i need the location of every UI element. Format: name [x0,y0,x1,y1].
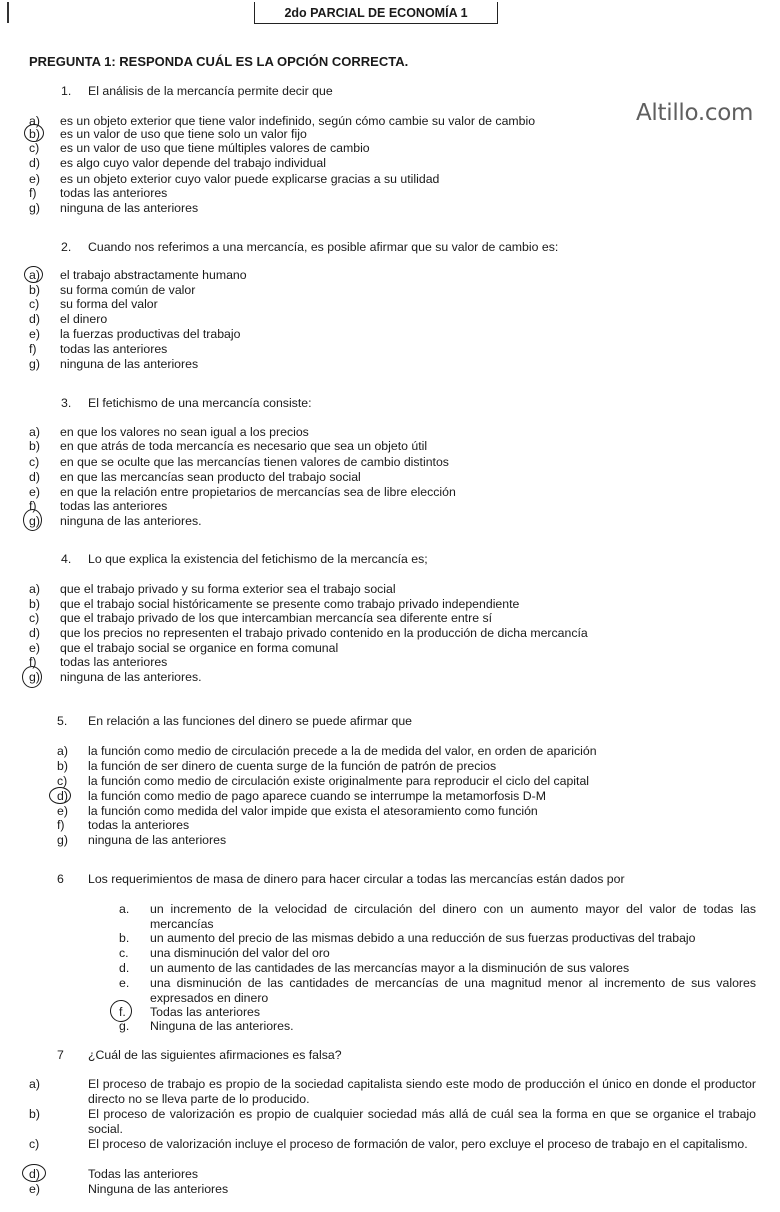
option-text: en que atrás de toda mercancía es necesario que sea un objeto útil [60,439,428,453]
option-letter: f) [29,186,37,200]
option-text: ninguna de las anteriores [60,357,199,371]
option-text: ninguna de las anteriores [88,833,227,847]
option-text: en que los valores no sean igual a los precios [60,425,309,439]
option-letter: e) [29,327,40,341]
option-text: todas las anteriores [60,655,168,669]
option-text: una disminución de las cantidades de mercancías de una magnitud menor al incremento de sus valores expresados en dinero [150,976,756,1005]
option-text: es algo cuyo valor depende del trabajo individual [60,156,326,170]
option-letter: e) [29,172,40,186]
option-letter: e) [29,641,40,655]
option-text: que los precios no representen el trabajo privado contenido en la producción de dicha mercancía [60,626,588,640]
option-letter: g) [29,670,40,684]
option-text: que el trabajo social históricamente se presente como trabajo privado independiente [60,597,520,611]
option-text: que el trabajo privado de los que intercambian mercancía sea diferente entre sí [60,611,493,625]
option-letter: b) [29,597,40,611]
option-text: en que las mercancías sean producto del trabajo social [60,470,361,484]
option-text: la función de ser dinero de cuenta surge de la función de patrón de precios [88,759,497,773]
option-letter: a) [29,425,40,439]
option-text: El proceso de trabajo es propio de la sociedad capitalista siendo este modo de producción el único en donde el productor directo no se lleva parte de lo producido. [88,1077,756,1106]
option-letter: c. [119,946,129,960]
option-letter: d) [29,626,40,640]
option-letter: a) [29,114,40,128]
option-letter: c) [29,611,40,625]
question-2-text: Cuando nos referimos a una mercancía, es posible afirmar que su valor de cambio es: [88,240,559,254]
exam-title: 2do PARCIAL DE ECONOMÍA 1 [284,6,468,20]
question-3-number: 3. [61,396,72,410]
option-letter: d) [29,312,40,326]
option-letter: c) [29,297,40,311]
option-letter: e. [119,976,130,990]
option-text: la función como medio de circulación existe originalmente para reproducir el ciclo del capital [88,774,590,788]
option-text: el trabajo abstractamente humano [60,268,247,282]
option-letter: d. [119,961,130,975]
option-letter: c) [57,774,68,788]
option-text: Ninguna de las anteriores. [150,1019,294,1033]
question-5-text: En relación a las funciones del dinero se puede afirmar que [88,714,413,728]
option-letter: b) [29,283,40,297]
option-letter: e) [29,1182,40,1196]
option-text: un aumento de las cantidades de las mercancías mayor a la disminución de sus valores [150,961,630,975]
option-letter: a) [57,744,68,758]
question-6-text: Los requerimientos de masa de dinero para hacer circular a todas las mercancías están dados por [88,872,625,886]
option-letter: f. [119,1005,126,1019]
question-1-number: 1. [61,84,72,98]
option-text: en que se oculte que las mercancías tienen valores de cambio distintos [60,455,449,469]
option-text: ninguna de las anteriores. [60,514,202,528]
option-text: es un objeto exterior que tiene valor indefinido, según cómo cambie su valor de cambio [60,114,536,128]
option-text: ninguna de las anteriores. [60,670,202,684]
option-text: que el trabajo privado y su forma exterior sea el trabajo social [60,582,396,596]
option-letter: c) [29,141,40,155]
option-letter: e) [57,804,68,818]
option-letter: c) [29,1137,40,1151]
option-text: su forma del valor [60,297,158,311]
option-text: Todas las anteriores [150,1005,261,1019]
option-letter: a. [119,902,130,916]
option-letter: a) [29,582,40,596]
option-letter: c) [29,455,40,469]
question-3-text: El fetichismo de una mercancía consiste: [88,396,312,410]
section-title: PREGUNTA 1: RESPONDA CUÁL ES LA OPCIÓN CORRECTA. [29,54,409,69]
question-5-number: 5. [57,714,68,728]
watermark-logo: Altillo.com [636,100,754,126]
option-text: un incremento de la velocidad de circulación del dinero con un aumento mayor del valor de todas las mercancías [150,902,756,931]
option-text: es un valor de uso que tiene solo un valor fijo [60,127,307,141]
question-7-number: 7 [57,1048,64,1062]
option-letter: a) [29,1077,40,1091]
question-2-number: 2. [61,240,72,254]
option-text: la función como medida del valor impide que exista el atesoramiento como función [88,804,538,818]
option-text: todas la anteriores [88,818,190,832]
option-letter: b) [29,439,40,453]
option-letter: f) [29,655,37,669]
option-text: es un valor de uso que tiene múltiples valores de cambio [60,141,370,155]
option-letter: g) [57,833,68,847]
option-letter: d) [29,1167,40,1181]
option-text: es un objeto exterior cuyo valor puede explicarse gracias a su utilidad [60,172,440,186]
question-1-text: El análisis de la mercancía permite decir que [88,84,333,98]
option-text: todas las anteriores [60,186,168,200]
option-text: Todas las anteriores [88,1167,199,1181]
option-letter: d) [29,470,40,484]
option-text: un aumento del precio de las mismas debido a una reducción de sus fuerzas productivas del trabajo [150,931,696,945]
option-text: la fuerzas productivas del trabajo [60,327,241,341]
option-letter: b) [29,127,40,141]
option-letter: f) [57,818,65,832]
option-letter: a) [29,268,40,282]
option-text: Ninguna de las anteriores [88,1182,229,1196]
question-7-text: ¿Cuál de las siguientes afirmaciones es falsa? [88,1048,342,1062]
option-text: El proceso de valorización incluye el proceso de formación de valor, pero excluye el proceso de trabajo en el capitalismo. [88,1137,748,1151]
option-letter: f) [29,342,37,356]
question-4-text: Lo que explica la existencia del fetichismo de la mercancía es; [88,552,428,566]
option-letter: g) [29,357,40,371]
option-text: todas las anteriores [60,342,168,356]
option-letter: g) [29,201,40,215]
option-text: su forma común de valor [60,283,196,297]
option-letter: d) [57,789,68,803]
option-letter: f) [29,499,37,513]
option-text: ninguna de las anteriores [60,201,199,215]
option-text: El proceso de valorización es propio de cualquier sociedad más allá de cuál sea la forma en que se organice el trabajo social. [88,1107,756,1136]
option-text: en que la relación entre propietarios de mercancías sea de libre elección [60,485,456,499]
question-4-number: 4. [61,552,72,566]
option-letter: g. [119,1019,130,1033]
header-box [254,2,498,24]
option-letter: b. [119,931,130,945]
option-text: que el trabajo social se organice en forma comunal [60,641,339,655]
option-text: todas las anteriores [60,499,168,513]
option-text: una disminución del valor del oro [150,946,330,960]
option-letter: b) [57,759,68,773]
option-text: la función como medio de pago aparece cuando se interrumpe la metamorfosis D-M [88,789,546,803]
margin-bar [7,2,9,23]
option-letter: b) [29,1107,40,1121]
option-text: el dinero [60,312,108,326]
option-letter: g) [29,514,40,528]
option-letter: d) [29,156,40,170]
option-text: la función como medio de circulación precede a la de medida del valor, en orden de aparición [88,744,597,758]
question-6-number: 6 [57,872,64,886]
option-letter: e) [29,485,40,499]
